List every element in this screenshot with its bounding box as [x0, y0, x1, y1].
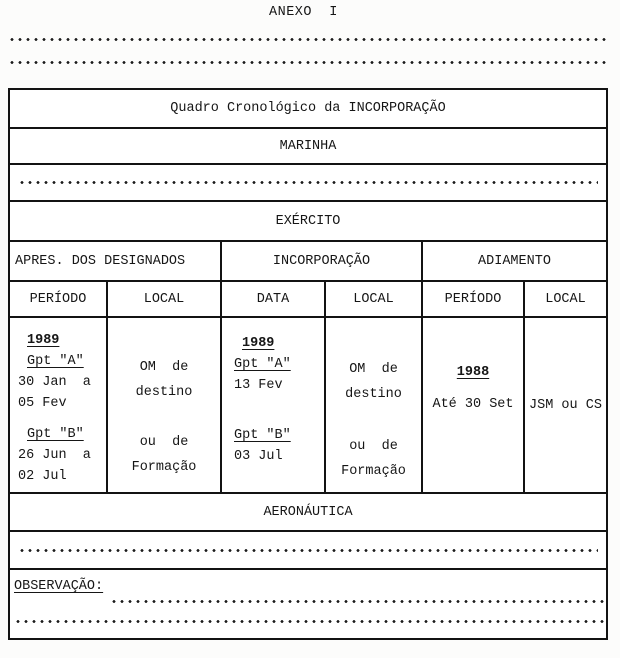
table-title-row: [10, 90, 606, 127]
group-a-label: Gpt "A": [234, 357, 291, 372]
local-line: destino: [135, 385, 193, 400]
cell-apres-periodo: [10, 318, 106, 492]
local-line: ou de: [139, 435, 189, 450]
exercito-label: EXÉRCITO: [275, 213, 341, 229]
local-value: JSM ou CS: [529, 397, 602, 413]
cell-incorporacao-data: [222, 318, 324, 492]
observacao-row: [10, 570, 606, 638]
dotted-fill-line: [110, 599, 604, 604]
column-header-label: LOCAL: [545, 291, 586, 307]
period-from: 30 Jan a: [18, 375, 91, 390]
subheader-apres-periodo: [10, 282, 106, 316]
group-a-label: Gpt "A": [27, 354, 84, 369]
local-line: destino: [345, 387, 402, 402]
subheader-adiamento-local: [525, 282, 606, 316]
group-label: ADIAMENTO: [478, 253, 551, 269]
dotted-fill-line: [14, 619, 604, 624]
column-header-label: PERÍODO: [29, 291, 87, 307]
local-line: OM de: [349, 362, 398, 377]
marinha-label: MARINHA: [279, 138, 337, 154]
subheader-adiamento-periodo: [423, 282, 523, 316]
cell-adiamento-periodo: [423, 318, 523, 492]
group-header-adiamento: [423, 242, 606, 280]
column-header-label: DATA: [256, 291, 290, 307]
subheader-incorp-data: [222, 282, 324, 316]
group-header-apresentacao: [10, 242, 220, 280]
period-to: 05 Fev: [18, 396, 67, 411]
group-header-incorporacao: [222, 242, 421, 280]
table-title: Quadro Cronológico da INCORPORAÇÃO: [170, 101, 446, 116]
deadline-value: Até 30 Set: [432, 397, 514, 412]
group-label: APRES. DOS DESIGNADOS: [15, 253, 186, 269]
period-to: 02 Jul: [18, 469, 67, 484]
local-line: Formação: [131, 460, 197, 475]
column-header-label: LOCAL: [353, 291, 394, 307]
column-header-label: LOCAL: [143, 291, 185, 307]
group-label: INCORPORAÇÃO: [272, 253, 371, 269]
incorporation-date: 03 Jul: [234, 449, 283, 464]
year-value: 1989: [27, 333, 60, 348]
annex-title: ANEXO I: [269, 5, 338, 20]
dotted-fill-line: [18, 180, 598, 185]
incorporation-date: 13 Fev: [234, 378, 283, 393]
aeronautica-fill-row: [10, 532, 606, 568]
local-line: OM de: [139, 360, 189, 375]
aeronautica-section-header: [10, 494, 606, 530]
cell-apres-local: [108, 318, 220, 492]
subheader-apres-local: [108, 282, 220, 316]
subheader-incorp-local: [326, 282, 421, 316]
exercito-section-header: [10, 202, 606, 240]
exercito-data-row: [10, 318, 606, 492]
group-b-label: Gpt "B": [27, 427, 84, 442]
dotted-fill-line: [8, 37, 608, 42]
observacao-label: OBSERVAÇÃO:: [14, 579, 104, 594]
year-value: 1988: [456, 365, 490, 380]
cell-incorporacao-local: [326, 318, 421, 492]
cell-adiamento-local: [525, 318, 606, 492]
column-header-label: PERÍODO: [444, 291, 502, 307]
local-line: ou de: [349, 439, 398, 454]
period-from: 26 Jun a: [18, 448, 91, 463]
column-group-header-row: [10, 242, 606, 280]
group-b-label: Gpt "B": [234, 428, 291, 443]
year-value: 1989: [242, 336, 275, 351]
aeronautica-label: AERONÁUTICA: [263, 504, 353, 520]
marinha-fill-row: [10, 165, 606, 200]
dotted-fill-line: [18, 548, 598, 553]
local-line: Formação: [341, 464, 406, 479]
marinha-section-header: [10, 129, 606, 163]
sub-header-row: [10, 282, 606, 316]
incorporation-schedule-table: [8, 88, 608, 640]
dotted-fill-line: [8, 60, 608, 65]
